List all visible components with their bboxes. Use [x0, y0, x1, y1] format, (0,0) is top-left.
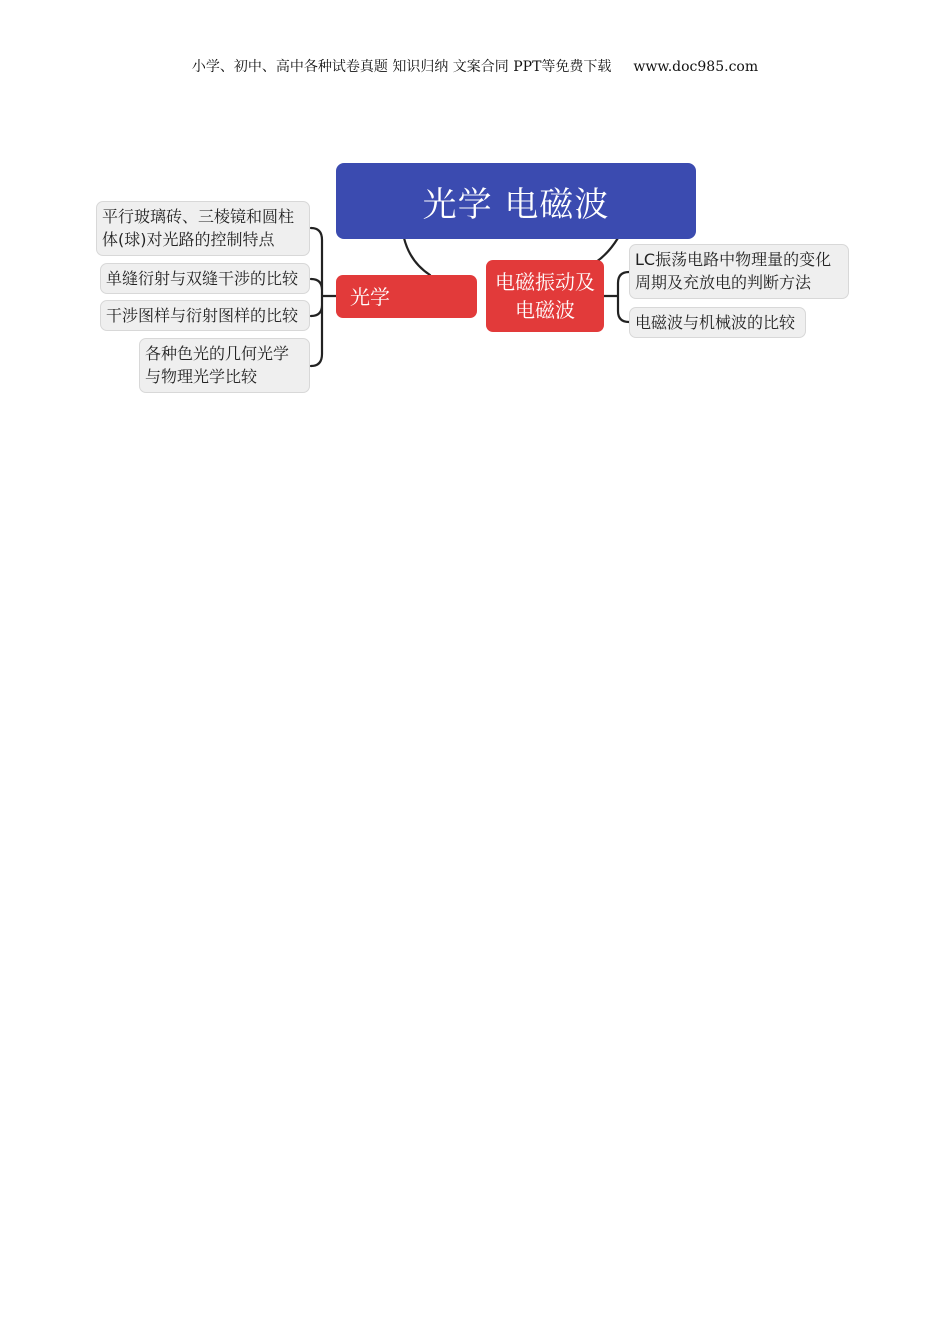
left-bracket [311, 228, 336, 366]
leaf-pattern-comparison: 干涉图样与衍射图样的比较 [100, 300, 310, 331]
leaf-diffraction-vs-interference: 单缝衍射与双缝干涉的比较 [100, 263, 310, 294]
header-text: 小学、初中、高中各种试卷真题 知识归纳 文案合同 PPT等免费下载 [191, 59, 612, 75]
mindmap-root-node: 光学 电磁波 [336, 163, 696, 239]
header-site: www.doc985.com [633, 59, 759, 75]
right-bracket [604, 272, 629, 322]
root-to-right-connector [596, 238, 618, 262]
leaf-color-light-comparison: 各种色光的几何光学与物理光学比较 [139, 338, 310, 393]
leaf-em-vs-mechanical-wave: 电磁波与机械波的比较 [629, 307, 806, 338]
root-to-left-connector [404, 238, 430, 275]
branch-optics: 光学 [336, 275, 477, 318]
leaf-lc-circuit: LC振荡电路中物理量的变化周期及充放电的判断方法 [629, 244, 849, 299]
leaf-optics-path-control: 平行玻璃砖、三棱镜和圆柱体(球)对光路的控制特点 [96, 201, 310, 256]
branch-em-oscillation: 电磁振动及电磁波 [486, 260, 604, 332]
